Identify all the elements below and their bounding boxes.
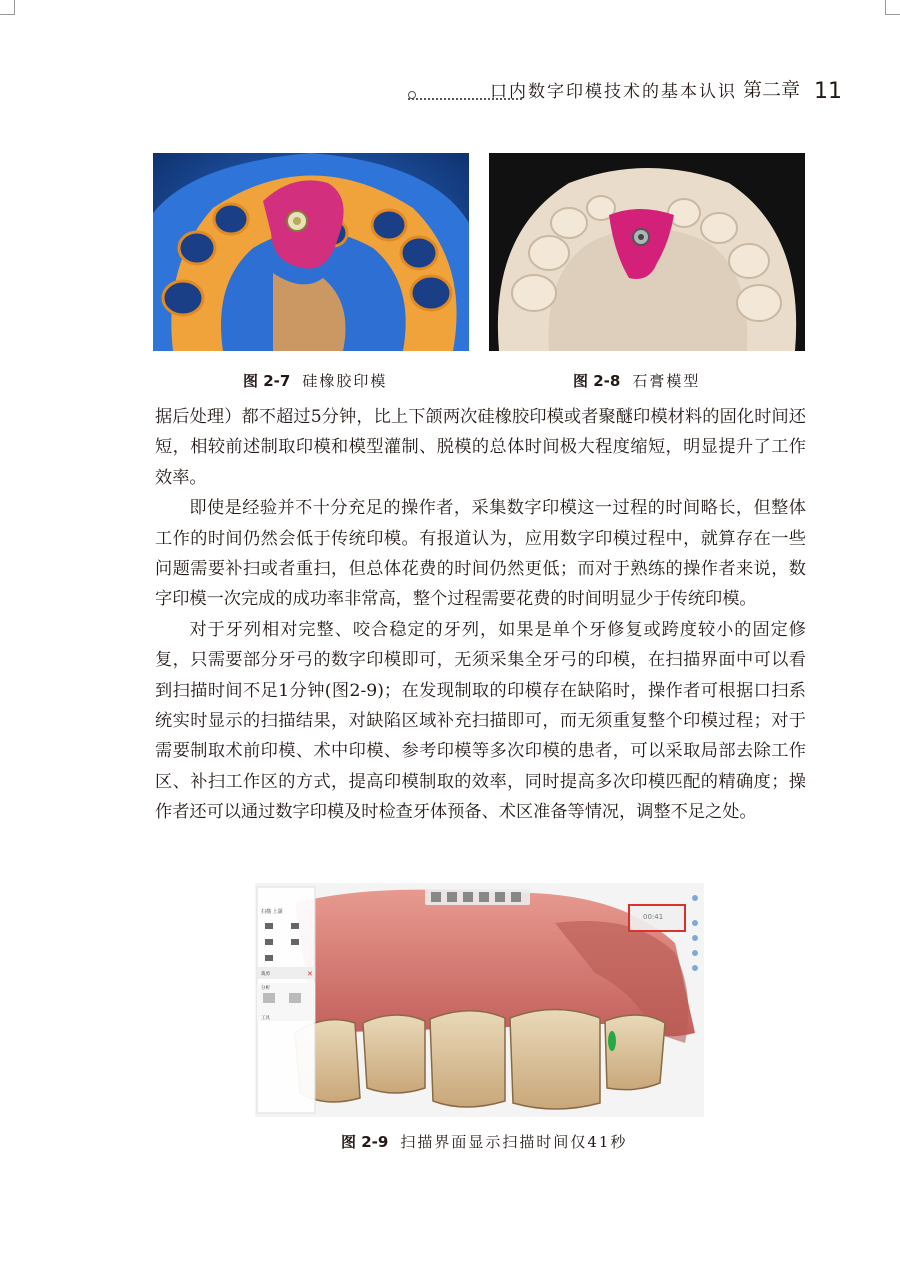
figure-2-7-image [153,153,469,351]
svg-text:✕: ✕ [307,970,313,978]
header-chapter: 第二章 [742,79,800,101]
svg-text:裁剪: 裁剪 [261,972,270,977]
crop-mark-right [885,0,900,15]
figure-2-9-caption [341,1131,627,1152]
figure-title: 扫描界面显示扫描时间仅41秒 [400,1133,628,1151]
figure-title: 石膏模型 [632,372,701,390]
page-number: 11 [814,79,842,104]
paragraph-2: 即使是经验并不十分充足的操作者，采集数字印模这一过程的时间略长，但整体工作的时间仍然会低于传统印模。有报道认为，应用数字印模过程中，就算存在一些问题需要补扫或者重扫，但总体花费的时间仍然更低；而对于熟练的操作者来说，数字印模一次完成的成功率非常高，整个过程需要花费的时间明显少于传统印模。 [155,498,806,610]
crop-mark-left [0,0,15,15]
paragraph-3: 对于牙列相对完整、咬合稳定的牙列，如果是单个牙修复或跨度较小的固定修复，只需要部分牙弓的数字印模即可，无须采集全牙弓的印模，在扫描界面中可以看到扫描时间不足1分钟(图2-9)；在发现制取的印模存在缺陷时，操作者可根据口扫系统实时显示的扫描结果，对缺陷区域补充扫描即可，而无须重复整个印模过程；对于需要制取术前印模、术中印模、参考印模等多次印模的患者，可以采取局部去除工作区、补扫工作区的方式，提高印模制取的效率，同时提高多次印模匹配的精确度；操作者还可以通过数字印模及时检查牙体预备、术区准备等情况，调整不足之处。 [155,619,806,823]
svg-text:分析: 分析 [261,986,270,991]
figure-number: 图 2-8 [573,372,621,390]
body-text [155,402,806,828]
figure-number: 图 2-9 [341,1133,389,1151]
running-header [408,76,842,102]
scanner-panel-title: 扫描 上颌 [261,909,283,915]
figure-2-7-caption [243,370,387,391]
figure-2-9-image [255,883,704,1117]
header-section-title: 口内数字印模技术的基本认识 [490,82,737,102]
svg-text:工具: 工具 [261,1016,270,1021]
figure-2-8-caption [573,370,700,391]
figure-number: 图 2-7 [243,372,291,390]
paragraph-1: 据后处理）都不超过5分钟，比上下颌两次硅橡胶印模或者聚醚印模材料的固化时间还短，相较前述制取印模和模型灌制、脱模的总体时间极大程度缩短，明显提升了工作效率。 [155,407,806,488]
scan-timer: 00:41 [643,913,664,921]
figure-2-8-image [489,153,805,351]
figure-title: 硅橡胶印模 [302,372,388,390]
